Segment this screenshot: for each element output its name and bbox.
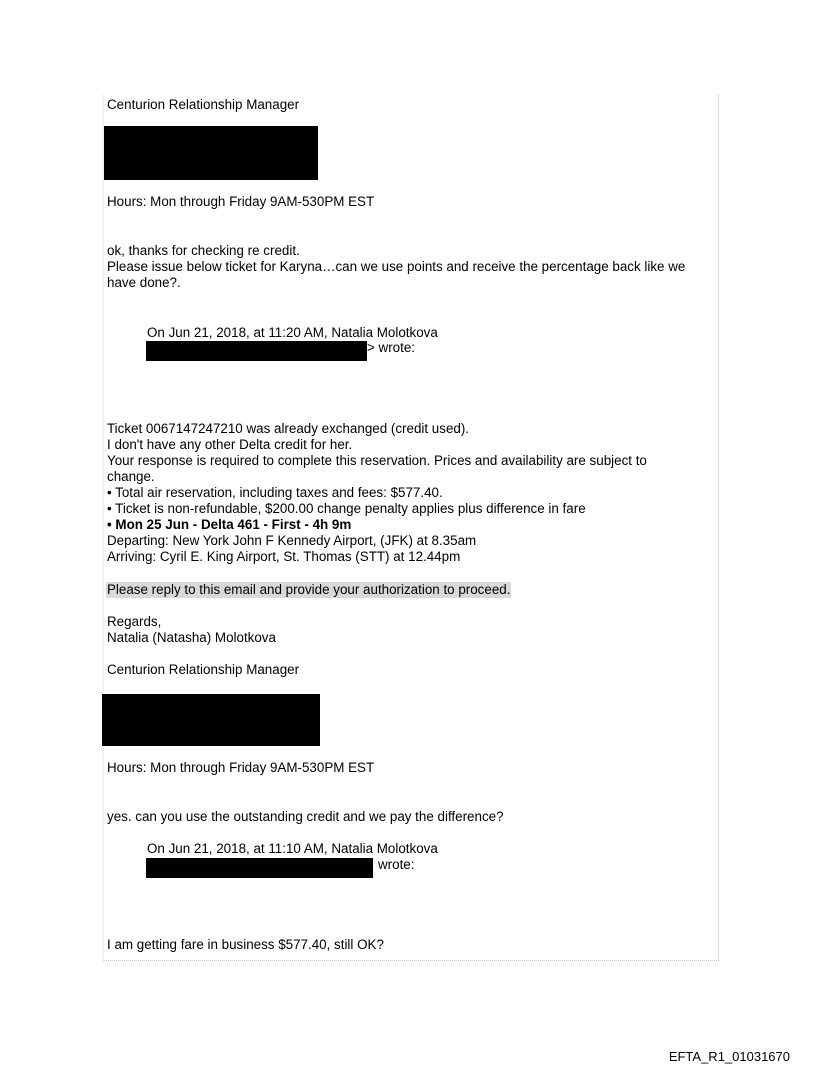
message-line: Your response is required to complete this reservation. Prices and availability are subject to bbox=[107, 453, 647, 468]
quote-wrote: wrote: bbox=[378, 857, 415, 872]
bates-number: EFTA_R1_01031670 bbox=[668, 1049, 790, 1064]
departing-line: Departing: New York John F Kennedy Airport, (JFK) at 8.35am bbox=[107, 533, 477, 548]
redaction-box bbox=[146, 858, 373, 878]
flight-summary: • Mon 25 Jun - Delta 461 - First - 4h 9m bbox=[107, 517, 352, 532]
quote-wrote: > wrote: bbox=[367, 340, 416, 355]
bullet-item: • Total air reservation, including taxes and fees: $577.40. bbox=[107, 485, 443, 500]
message-line: have done?. bbox=[107, 275, 181, 290]
arriving-line: Arriving: Cyril E. King Airport, St. Thomas (STT) at 12.44pm bbox=[107, 549, 461, 564]
quote-header: On Jun 21, 2018, at 11:10 AM, Natalia Molotkova bbox=[147, 841, 438, 856]
message-line: I don't have any other Delta credit for her. bbox=[107, 437, 353, 452]
signature-name: Natalia (Natasha) Molotkova bbox=[107, 630, 276, 645]
message-line: ok, thanks for checking re credit. bbox=[107, 243, 300, 258]
message-line: Please issue below ticket for Karyna…can we use points and receive the percentage back like we bbox=[107, 259, 686, 274]
message-line: change. bbox=[107, 469, 155, 484]
signature-title: Centurion Relationship Manager bbox=[107, 97, 300, 112]
message-line: I am getting fare in business $577.40, still OK? bbox=[107, 937, 384, 952]
quote-header: On Jun 21, 2018, at 11:20 AM, Natalia Molotkova bbox=[147, 325, 438, 340]
office-hours: Hours: Mon through Friday 9AM-530PM EST bbox=[107, 760, 375, 775]
office-hours: Hours: Mon through Friday 9AM-530PM EST bbox=[107, 194, 375, 209]
authorization-request: Please reply to this email and provide your authorization to proceed. bbox=[107, 582, 511, 597]
redaction-box bbox=[146, 341, 367, 361]
regards: Regards, bbox=[107, 614, 162, 629]
message-line: Ticket 0067147247210 was already exchanged (credit used). bbox=[107, 421, 470, 436]
redaction-box bbox=[102, 694, 320, 746]
bullet-item bbox=[107, 517, 351, 533]
bullet-item: • Ticket is non-refundable, $200.00 change penalty applies plus difference in fare bbox=[107, 501, 586, 516]
signature-title: Centurion Relationship Manager bbox=[107, 662, 300, 677]
message-line: yes. can you use the outstanding credit and we pay the difference? bbox=[107, 809, 504, 824]
redaction-box bbox=[104, 126, 318, 180]
